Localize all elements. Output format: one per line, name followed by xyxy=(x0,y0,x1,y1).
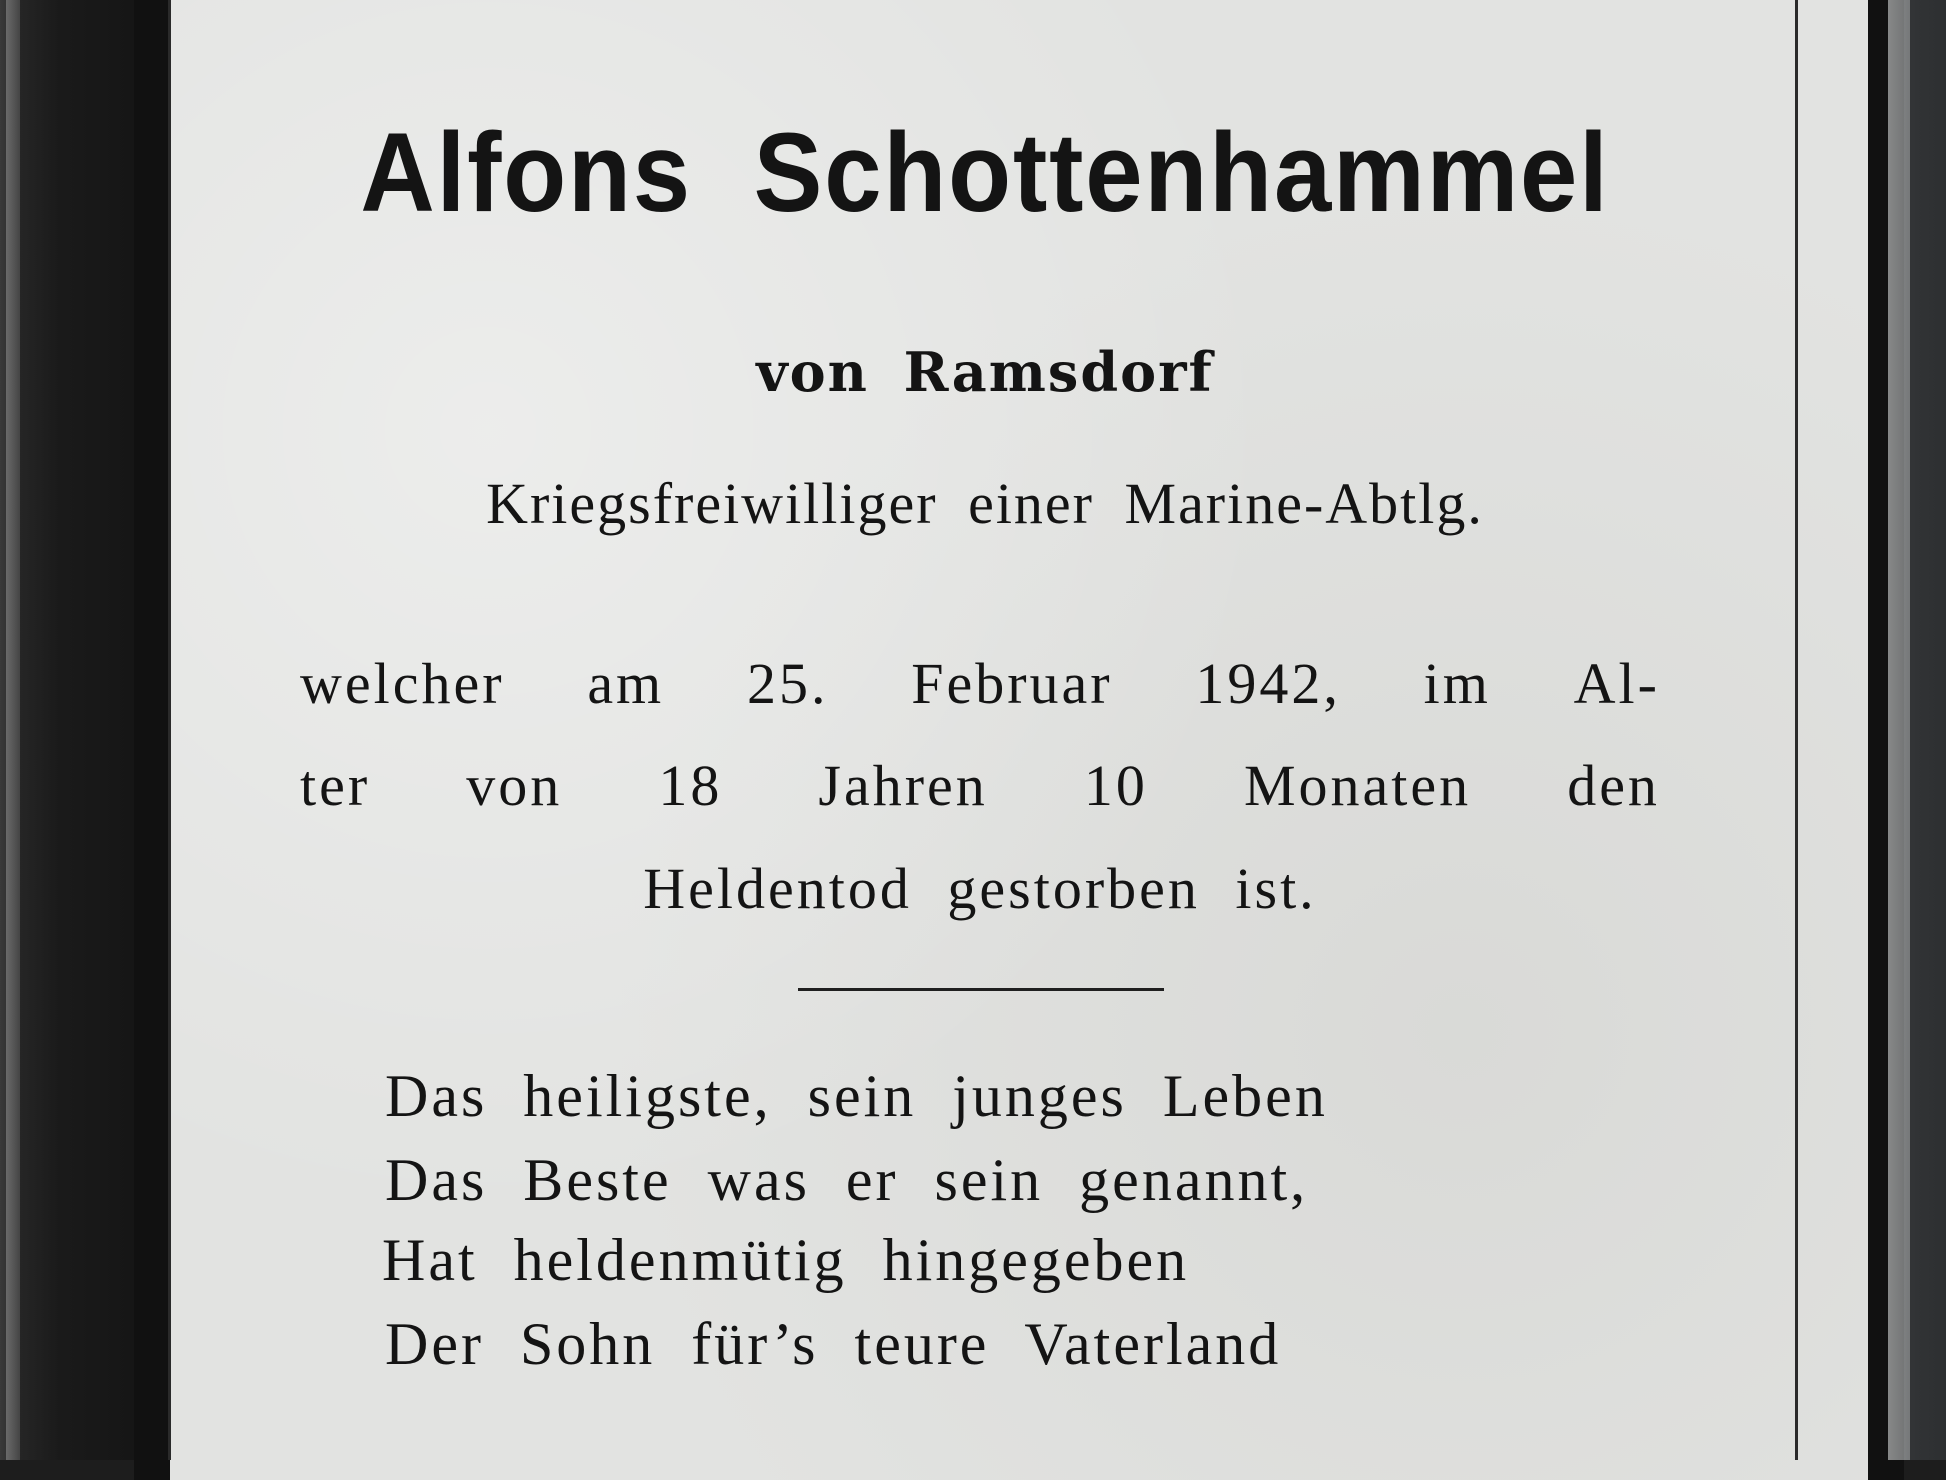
death-word: am xyxy=(587,651,665,716)
death-word: 18 xyxy=(658,753,723,818)
verse-line-4: Der Sohn für’s teure Vaterland xyxy=(385,1311,1282,1377)
death-word: Monaten xyxy=(1243,753,1472,818)
death-word: im xyxy=(1423,651,1491,716)
death-word: ter xyxy=(300,753,371,818)
death-word: welcher xyxy=(300,651,505,716)
death-notice-line-1 xyxy=(300,650,1660,717)
military-rank: Kriegsfreiwilliger einer Marine-Abtlg. xyxy=(486,471,1484,536)
death-word: 10 xyxy=(1083,753,1148,818)
inner-rule-left xyxy=(168,0,171,1460)
deceased-name: Alfons Schottenhammel xyxy=(360,110,1610,235)
section-divider xyxy=(798,988,1164,991)
death-word: 25. xyxy=(746,651,829,716)
death-notice-line-3: Heldentod gestorben ist. xyxy=(643,856,1317,921)
death-word: Jahren xyxy=(818,753,988,818)
verse-line-3: Hat heldenmütig hingegeben xyxy=(382,1227,1190,1293)
death-word: Al- xyxy=(1573,651,1660,716)
inner-rule-right xyxy=(1795,0,1798,1460)
hometown: von Ramsdorf xyxy=(756,340,1214,404)
verse-line-1: Das heiligste, sein junges Leben xyxy=(385,1063,1328,1129)
death-word: von xyxy=(466,753,563,818)
verse-line-2: Das Beste was er sein genannt, xyxy=(385,1147,1309,1213)
death-word: Februar xyxy=(911,651,1113,716)
card-edge-highlight xyxy=(1888,0,1910,1460)
death-word: 1942, xyxy=(1195,651,1341,716)
death-notice-line-2 xyxy=(300,752,1660,819)
fabric-highlight-left xyxy=(6,0,20,1460)
death-word: den xyxy=(1567,753,1660,818)
